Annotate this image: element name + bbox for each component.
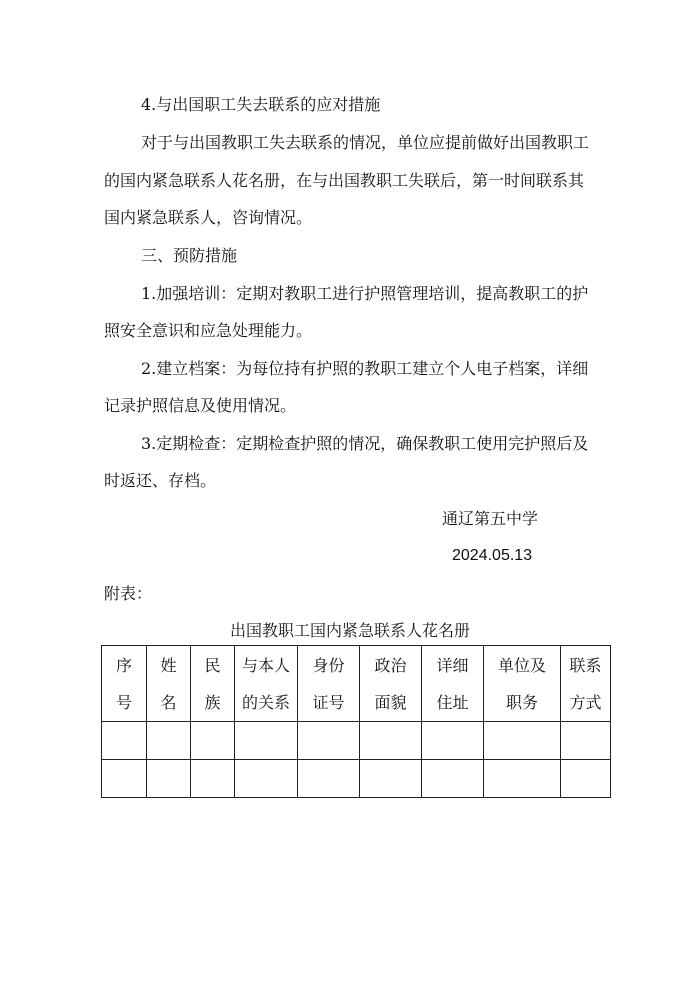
table-cell xyxy=(422,760,484,798)
paragraph-line: 记录护照信息及使用情况。 xyxy=(104,396,297,415)
table-cell xyxy=(484,722,561,760)
table-cell xyxy=(102,760,147,798)
paragraph-line: 国内紧急联系人，咨询情况。 xyxy=(104,208,313,227)
paragraph-line: 对于与出国教职工失去联系的情况，单位应提前做好出国教职工 xyxy=(141,133,590,152)
section-title-prevention: 三、预防措施 xyxy=(141,246,238,265)
table-row xyxy=(102,722,611,760)
table-cell xyxy=(235,760,298,798)
paragraph-line: 时返还、存档。 xyxy=(104,471,217,490)
table-cell xyxy=(561,760,611,798)
column-header: 详细 住址 xyxy=(422,646,484,722)
paragraph-line: 1.加强培训：定期对教职工进行护照管理培训，提高教职工的护 xyxy=(141,284,589,303)
table-cell xyxy=(102,722,147,760)
column-header: 民 族 xyxy=(191,646,235,722)
table-cell xyxy=(484,760,561,798)
column-header: 单位及 职务 xyxy=(484,646,561,722)
column-header: 姓 名 xyxy=(147,646,191,722)
column-header: 联系 方式 xyxy=(561,646,611,722)
table-cell xyxy=(191,760,235,798)
paragraph-line: 2.建立档案：为每位持有护照的教职工建立个人电子档案，详细 xyxy=(141,359,589,378)
emergency-contact-table xyxy=(101,645,611,798)
column-header: 序 号 xyxy=(102,646,147,722)
table-title: 出国教职工国内紧急联系人花名册 xyxy=(229,621,470,640)
table-row xyxy=(102,760,611,798)
paragraph-line: 照安全意识和应急处理能力。 xyxy=(104,321,313,340)
table-cell xyxy=(298,760,360,798)
table-cell xyxy=(235,722,298,760)
table-cell xyxy=(422,722,484,760)
paragraph-line: 3.定期检查：定期检查护照的情况，确保教职工使用完护照后及 xyxy=(141,434,589,453)
signature-date: 2024.05.13 xyxy=(452,547,533,564)
table-cell xyxy=(147,722,191,760)
table-cell xyxy=(298,722,360,760)
table-cell xyxy=(561,722,611,760)
table-cell xyxy=(360,722,422,760)
column-header: 政治 面貌 xyxy=(360,646,422,722)
table-cell xyxy=(360,760,422,798)
table-header-row xyxy=(102,646,611,722)
paragraph-line: 的国内紧急联系人花名册，在与出国教职工失联后，第一时间联系其 xyxy=(104,171,585,190)
subheading-lost-contact: 4.与出国职工失去联系的应对措施 xyxy=(141,95,381,114)
column-header: 与本人 的关系 xyxy=(235,646,298,722)
table-cell xyxy=(147,760,191,798)
attachment-label: 附表： xyxy=(104,584,153,603)
table-cell xyxy=(191,722,235,760)
signature-organization: 通辽第五中学 xyxy=(442,509,539,528)
column-header: 身份 证号 xyxy=(298,646,360,722)
